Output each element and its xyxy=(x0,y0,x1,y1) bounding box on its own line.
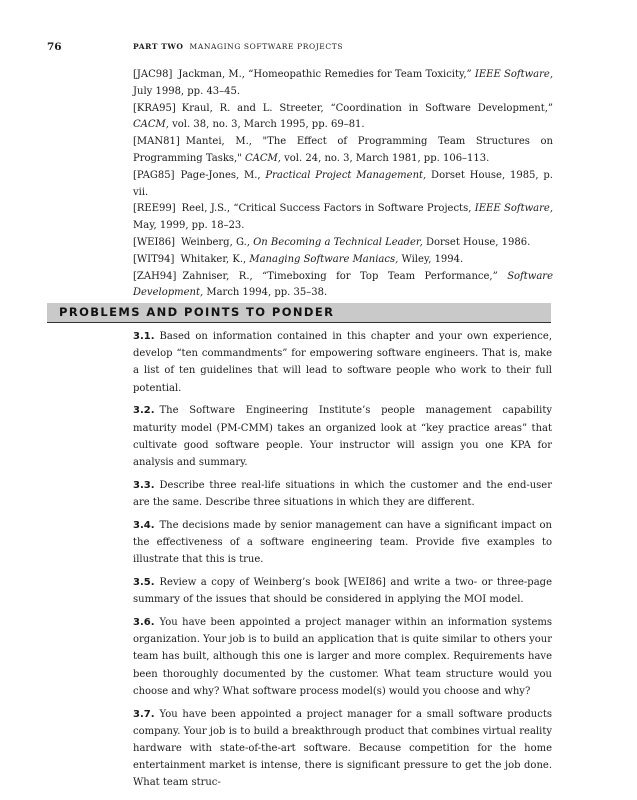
problem-text: Review a copy of Weinberg’s book [WEI86] and write a two- or three-page summary of the issues that should be considered in applying the MOI model. xyxy=(133,577,552,606)
part-label: PART TWO xyxy=(133,42,184,51)
problem-item xyxy=(133,477,552,511)
problem-number: 3.2. xyxy=(133,405,155,417)
reference-key: [ZAH94] xyxy=(133,270,177,282)
problem-item xyxy=(133,517,552,569)
section-title: PROBLEMS AND POINTS TO PONDER xyxy=(59,305,335,319)
problem-text: Describe three real-life situations in which the customer and the end-user are the same. Describe three situations in which they are different. xyxy=(133,479,552,509)
reference-item: [JAC98] Jackman, M., “Homeopathic Remedies for Team Toxicity,” IEEE Software, July 1998, pp. 43–45. xyxy=(133,69,553,97)
problem-item xyxy=(133,614,552,700)
reference-item: [KRA95] Kraul, R. and L. Streeter, “Coordination in Software Development,” CACM, vol. 38, no. 3, March 1995, pp. 69–81. xyxy=(133,102,553,131)
problem-number: 3.1. xyxy=(133,331,155,342)
problem-text: Based on information contained in this chapter and your own experience, develop “ten commandments” for empowering software engineers. That is, make a list of ten guidelines that will lead to software people who work to their full potential. xyxy=(133,331,552,394)
reference-item: [MAN81] Mantei, M., "The Effect of Programming Team Structures on Programming Tasks," CACM, vol. 24, no. 3, March 1981, pp. 106–113. xyxy=(133,136,553,164)
reference-item: [REE99] Reel, J.S., “Critical Success Factors in Software Projects, IEEE Software, May, 1999, pp. 18–23. xyxy=(133,203,553,232)
reference-item: [WIT94] Whitaker, K., Managing Software Maniacs, Wiley, 1994. xyxy=(133,253,464,265)
reference-key: [MAN81] xyxy=(133,136,180,148)
running-head xyxy=(133,42,343,51)
problem-item xyxy=(133,402,552,471)
reference-key: [WEI86] xyxy=(133,236,176,248)
problem-number: 3.3. xyxy=(133,479,155,491)
reference-key: [REE99] xyxy=(133,203,176,215)
problem-number: 3.6. xyxy=(133,617,155,629)
problem-item xyxy=(133,328,552,397)
reference-key: [KRA95] xyxy=(133,102,176,114)
reference-key: [WIT94] xyxy=(133,253,175,265)
references-list xyxy=(133,67,553,302)
problem-number: 3.7. xyxy=(133,708,155,720)
page-header xyxy=(0,41,637,55)
section-heading-bar xyxy=(47,303,551,323)
reference-key: [PAG85] xyxy=(133,169,175,181)
problem-text: You have been appointed a project manager within an information systems organization. Your job is to build an application that is quite similar to others your team has built, although this one is larger and more complex. Requirements have been thoroughly documented by the customer. What team structure would you choose and why? What software process model(s) would you choose and why? xyxy=(133,617,552,697)
problem-number: 3.4. xyxy=(133,519,155,531)
reference-item: [ZAH94] Zahniser, R., “Timeboxing for Top Team Performance,” Software Development, March 1994, pp. 35–38. xyxy=(133,270,553,299)
problem-text: The decisions made by senior management can have a significant impact on the effectiveness of a software engineering team. Provide five examples to illustrate that this is true. xyxy=(133,519,552,566)
problem-number: 3.5. xyxy=(133,577,155,589)
reference-key: [JAC98] xyxy=(133,69,173,80)
problem-item xyxy=(133,574,552,608)
reference-item: [WEI86] Weinberg, G., On Becoming a Technical Leader, Dorset House, 1986. xyxy=(133,236,531,248)
problem-text: The Software Engineering Institute’s people management capability maturity model (PM-CMM) takes an organized look at “key practice areas” that cultivate good software people. Your instructor will assign you one KPA for analysis and summary. xyxy=(133,405,552,469)
part-title: MANAGING SOFTWARE PROJECTS xyxy=(189,42,344,51)
problems-list xyxy=(133,328,552,797)
problem-text: You have been appointed a project manager for a small software products company. Your job is to build a breakthrough product that combines virtual reality hardware with state-of-the-art software. Because competition for the home entertainment market is intense, there is significant pressure to get the job done. What team struc- xyxy=(133,708,552,789)
page-number: 76 xyxy=(47,41,62,53)
reference-item: [PAG85] Page-Jones, M., Practical Project Management, Dorset House, 1985, p. vii. xyxy=(133,169,553,198)
problem-item xyxy=(133,706,552,792)
